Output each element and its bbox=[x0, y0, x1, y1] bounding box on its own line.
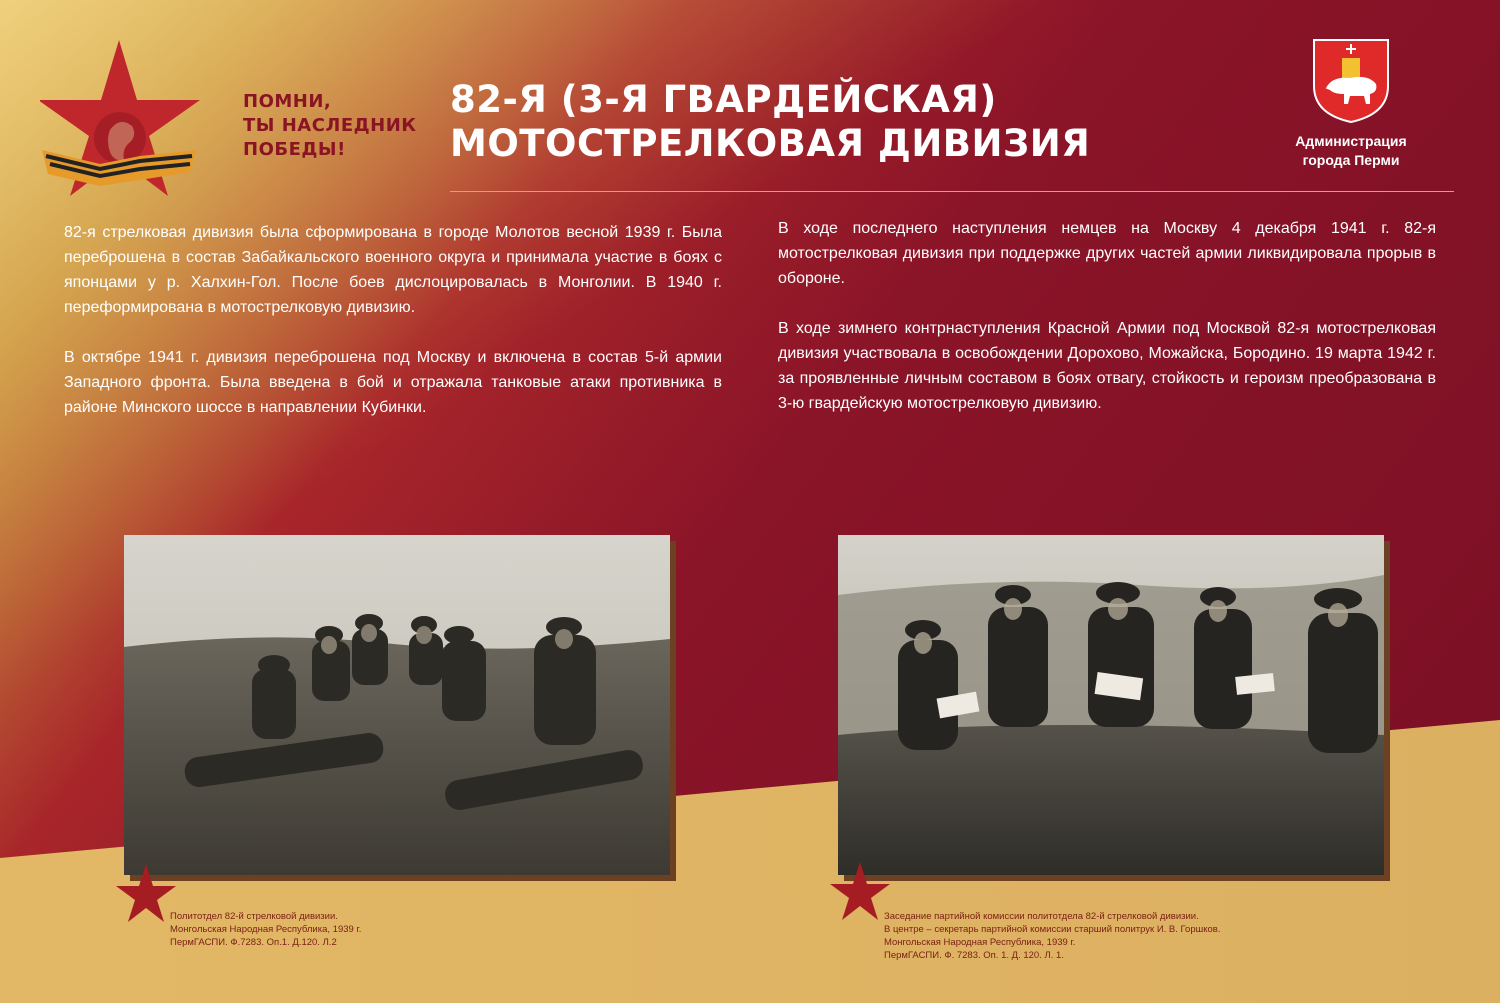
title-divider bbox=[450, 191, 1454, 192]
left-paragraph-1: 82-я стрелковая дивизия была сформирована в городе Молотов весной 1939 г. Была переброшена в состав Забайкальского военного округа и принимала участие в боях с японцами у р. Халхин-Гол. После боев дислоцировалась в Монголии. В 1940 г. переформирована в мотострелковую дивизию. bbox=[64, 224, 722, 316]
slogan-line-3: ПОБЕДЫ! bbox=[243, 139, 346, 160]
right-text-column bbox=[778, 216, 1436, 416]
left-text-column bbox=[64, 220, 722, 420]
page-title bbox=[450, 78, 1090, 166]
slogan-line-1: ПОМНИ, bbox=[243, 91, 332, 112]
slogan-line-2: ТЫ НАСЛЕДНИК bbox=[243, 115, 417, 136]
small-red-star-icon bbox=[116, 864, 176, 924]
administration-label bbox=[1270, 132, 1432, 170]
caption-1-line-3: ПермГАСПИ. Ф.7283. Оп.1. Д.120. Л.2 bbox=[170, 937, 337, 948]
title-line-2: МОТОСТРЕЛКОВАЯ ДИВИЗИЯ bbox=[450, 122, 1091, 165]
small-red-star-icon bbox=[830, 862, 890, 922]
slogan bbox=[243, 90, 417, 162]
right-paragraph-1: В ходе последнего наступления немцев на Москву 4 декабря 1941 г. 82-я мотострелковая дивизия при поддержке других частей армии ликвидировала прорыв в обороне. bbox=[778, 220, 1436, 287]
title-line-1: 82-Я (3-Я ГВАРДЕЙСКАЯ) bbox=[450, 78, 997, 121]
archive-photo-1 bbox=[124, 535, 670, 875]
caption-2-line-3: Монгольская Народная Республика, 1939 г. bbox=[884, 937, 1076, 948]
caption-2-line-1: Заседание партийной комиссии политотдела 82-й стрелковой дивизии. bbox=[884, 911, 1199, 922]
photo-caption-1 bbox=[170, 910, 361, 949]
archive-photo-2 bbox=[838, 535, 1384, 875]
caption-1-line-1: Политотдел 82-й стрелковой дивизии. bbox=[170, 911, 338, 922]
photo-caption-2 bbox=[884, 910, 1220, 962]
right-paragraph-2: В ходе зимнего контрнаступления Красной Армии под Москвой 82-я мотострелковая дивизия участвовала в освобождении Дорохово, Можайска, Бородино. 19 марта 1942 г. за проявленные личным составом в боях отвагу, стойкость и героизм преобразована в 3-ю гвардейскую мотострелковую дивизию. bbox=[778, 320, 1436, 412]
perm-coat-of-arms-icon bbox=[1312, 38, 1390, 124]
caption-2-line-2: В центре – секретарь партийной комиссии старший политрук И. В. Горшков. bbox=[884, 924, 1221, 935]
caption-1-line-2: Монгольская Народная Республика, 1939 г. bbox=[170, 924, 362, 935]
left-paragraph-2: В октябре 1941 г. дивизия переброшена под Москву и включена в состав 5-й армии Западного фронта. Была введена в бой и отражала танковые атаки противника в районе Минского шоссе в направлении Кубинки. bbox=[64, 349, 722, 416]
red-star-icon bbox=[40, 38, 200, 198]
caption-2-line-4: ПермГАСПИ. Ф. 7283. Оп. 1. Д. 120. Л. 1. bbox=[884, 950, 1064, 961]
admin-line-2: города Перми bbox=[1302, 152, 1400, 168]
admin-line-1: Администрация bbox=[1295, 133, 1407, 149]
